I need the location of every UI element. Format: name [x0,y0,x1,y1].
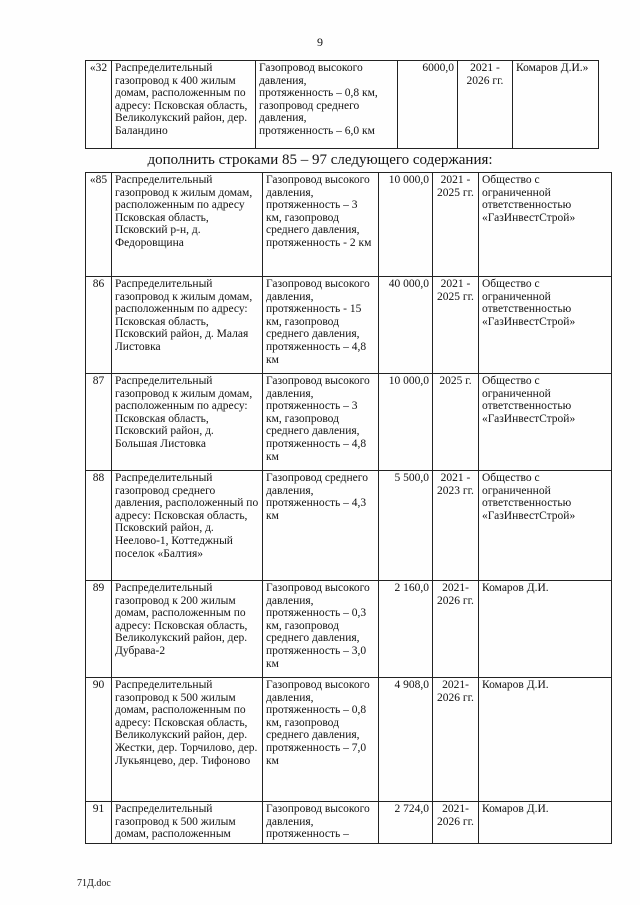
row-number: «32 [86,61,112,149]
object-name: Распределительный газопровод к жилым домам, расположенным по адресу: Псковская область, Псковский район, д. Малая Листовка [112,277,263,374]
object-params: Газопровод высокого давления, протяженность – [263,802,379,844]
table-row [86,61,599,149]
table-row [86,277,612,374]
term: 2021 - 2026 гг. [458,61,513,149]
amount: 10 000,0 [379,374,433,471]
row-number: 91 [86,802,112,844]
row-number: 88 [86,471,112,581]
executor: Комаров Д.И.» [513,61,599,149]
object-params: Газопровод высокого давления, протяженность – 0,8 км, газопровод среднего давления, протяженность – 7,0 км [263,678,379,802]
term: 2021- 2026 гг. [433,581,479,678]
amount: 2 160,0 [379,581,433,678]
term: 2021 - 2025 гг. [433,277,479,374]
term: 2021 - 2025 гг. [433,173,479,277]
object-params: Газопровод высокого давления, протяженность - 15 км, газопровод среднего давления, протяженность – 4,8 км [263,277,379,374]
term: 2021- 2026 гг. [433,678,479,802]
object-name: Распределительный газопровод к жилым домам, расположенным по адресу: Псковская область, Псковский район, д. Большая Листовка [112,374,263,471]
executor: Общество с ограниченной ответственностью «ГазИнвестСтрой» [479,374,612,471]
amount: 4 908,0 [379,678,433,802]
table-row [86,802,612,844]
table-row [86,374,612,471]
executor: Комаров Д.И. [479,678,612,802]
object-name: Распределительный газопровод к 400 жилым домам, расположенным по адресу: Псковская область, Великолукский район, дер. Баландино [112,61,256,149]
object-params: Газопровод среднего давления, протяженность – 4,3 км [263,471,379,581]
table-row [86,678,612,802]
object-params: Газопровод высокого давления, протяженность – 0,3 км, газопровод среднего давления, протяженность – 3,0 км [263,581,379,678]
object-name: Распределительный газопровод к 500 жилым домам, расположенным [112,802,263,844]
file-name-footer: 71Д.doc [77,878,111,889]
amount: 6000,0 [398,61,458,149]
page-number: 9 [317,35,323,49]
executor: Комаров Д.И. [479,802,612,844]
object-params: Газопровод высокого давления, протяженность – 3 км, газопровод среднего давления, протяженность - 2 км [263,173,379,277]
table-row [86,173,612,277]
executor: Комаров Д.И. [479,581,612,678]
object-params: Газопровод высокого давления, протяженность – 0,8 км, газопровод среднего давления, протяженность – 6,0 км [256,61,398,149]
amount: 40 000,0 [379,277,433,374]
term: 2021 - 2023 гг. [433,471,479,581]
amount: 2 724,0 [379,802,433,844]
object-params: Газопровод высокого давления, протяженность – 3 км, газопровод среднего давления, протяженность – 4,8 км [263,374,379,471]
executor: Общество с ограниченной ответственностью «ГазИнвестСтрой» [479,173,612,277]
executor: Общество с ограниченной ответственностью «ГазИнвестСтрой» [479,471,612,581]
row-number: «85 [86,173,112,277]
amendment-instruction: дополнить строками 85 – 97 следующего содержания: [147,152,493,168]
row-number: 89 [86,581,112,678]
row-number: 87 [86,374,112,471]
object-name: Распределительный газопровод к 500 жилым домам, расположенным по адресу: Псковская область, Великолукский район, дер. Жестки, дер. Торчилово, дер. Лукьянцево, дер. Тифоново [112,678,263,802]
table-previous-row [85,60,599,149]
term: 2025 г. [433,374,479,471]
row-number: 86 [86,277,112,374]
executor: Общество с ограниченной ответственностью «ГазИнвестСтрой» [479,277,612,374]
row-number: 90 [86,678,112,802]
table-new-rows [85,172,612,844]
term: 2021- 2026 гг. [433,802,479,844]
object-name: Распределительный газопровод к жилым домам, расположенным по адресу Псковская область, Псковский р-н, д. Федоровщина [112,173,263,277]
object-name: Распределительный газопровод к 200 жилым домам, расположенным по адресу: Псковская область, Великолукский район, дер. Дубрава-2 [112,581,263,678]
object-name: Распределительный газопровод среднего давления, расположенный по адресу: Псковская область, Псковский район, д. Неелово-1, Коттеджный поселок «Балтия» [112,471,263,581]
amount: 10 000,0 [379,173,433,277]
amount: 5 500,0 [379,471,433,581]
table-row [86,581,612,678]
table-row [86,471,612,581]
